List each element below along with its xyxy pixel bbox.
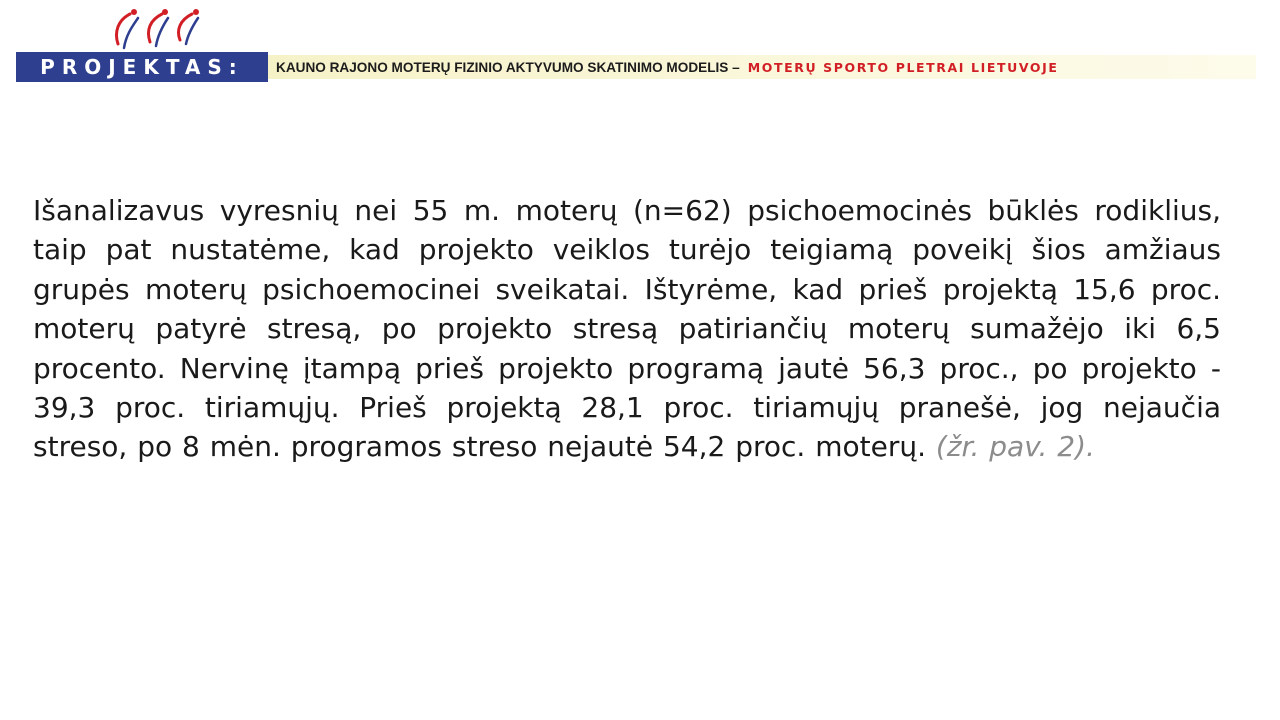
project-logo-text: PROJEKTAS: <box>40 55 244 79</box>
athlete-figures-icon <box>108 4 208 52</box>
project-title: KAUNO RAJONO MOTERŲ FIZINIO AKTYVUMO SKATINIMO MODELIS – <box>276 59 740 75</box>
project-title-strip <box>268 55 1256 79</box>
project-subtitle: MOTERŲ SPORTO PLETRAI LIETUVOJE <box>747 59 1059 75</box>
body-paragraph <box>33 191 1221 467</box>
header-banner <box>0 0 1280 100</box>
body-paragraph-text: Išanalizavus vyresnių nei 55 m. moterų (n=62) psichoemocinės būklės rodiklius, taip pat nustatėme, kad projekto veiklos turėjo teigiamą poveikį šios amžiaus grupės moterų psichoemocinei sveikatai. Ištyrėme, kad prieš projektą 15,6 proc. moterų patyrė stresą, po projekto stresą patiriančių moterų sumažėjo iki 6,5 procento. Nervinę įtampą prieš projekto programą jautė 56,3 proc., po projekto - 39,3 proc. tiriamųjų. Prieš projektą 28,1 proc. tiriamųjų pranešė, jog nejaučia streso, po 8 mėn. programos streso nejautė 54,2 proc. moterų. <box>33 194 1221 464</box>
figure-reference: (žr. pav. 2). <box>935 430 1095 464</box>
project-logo <box>16 52 268 82</box>
